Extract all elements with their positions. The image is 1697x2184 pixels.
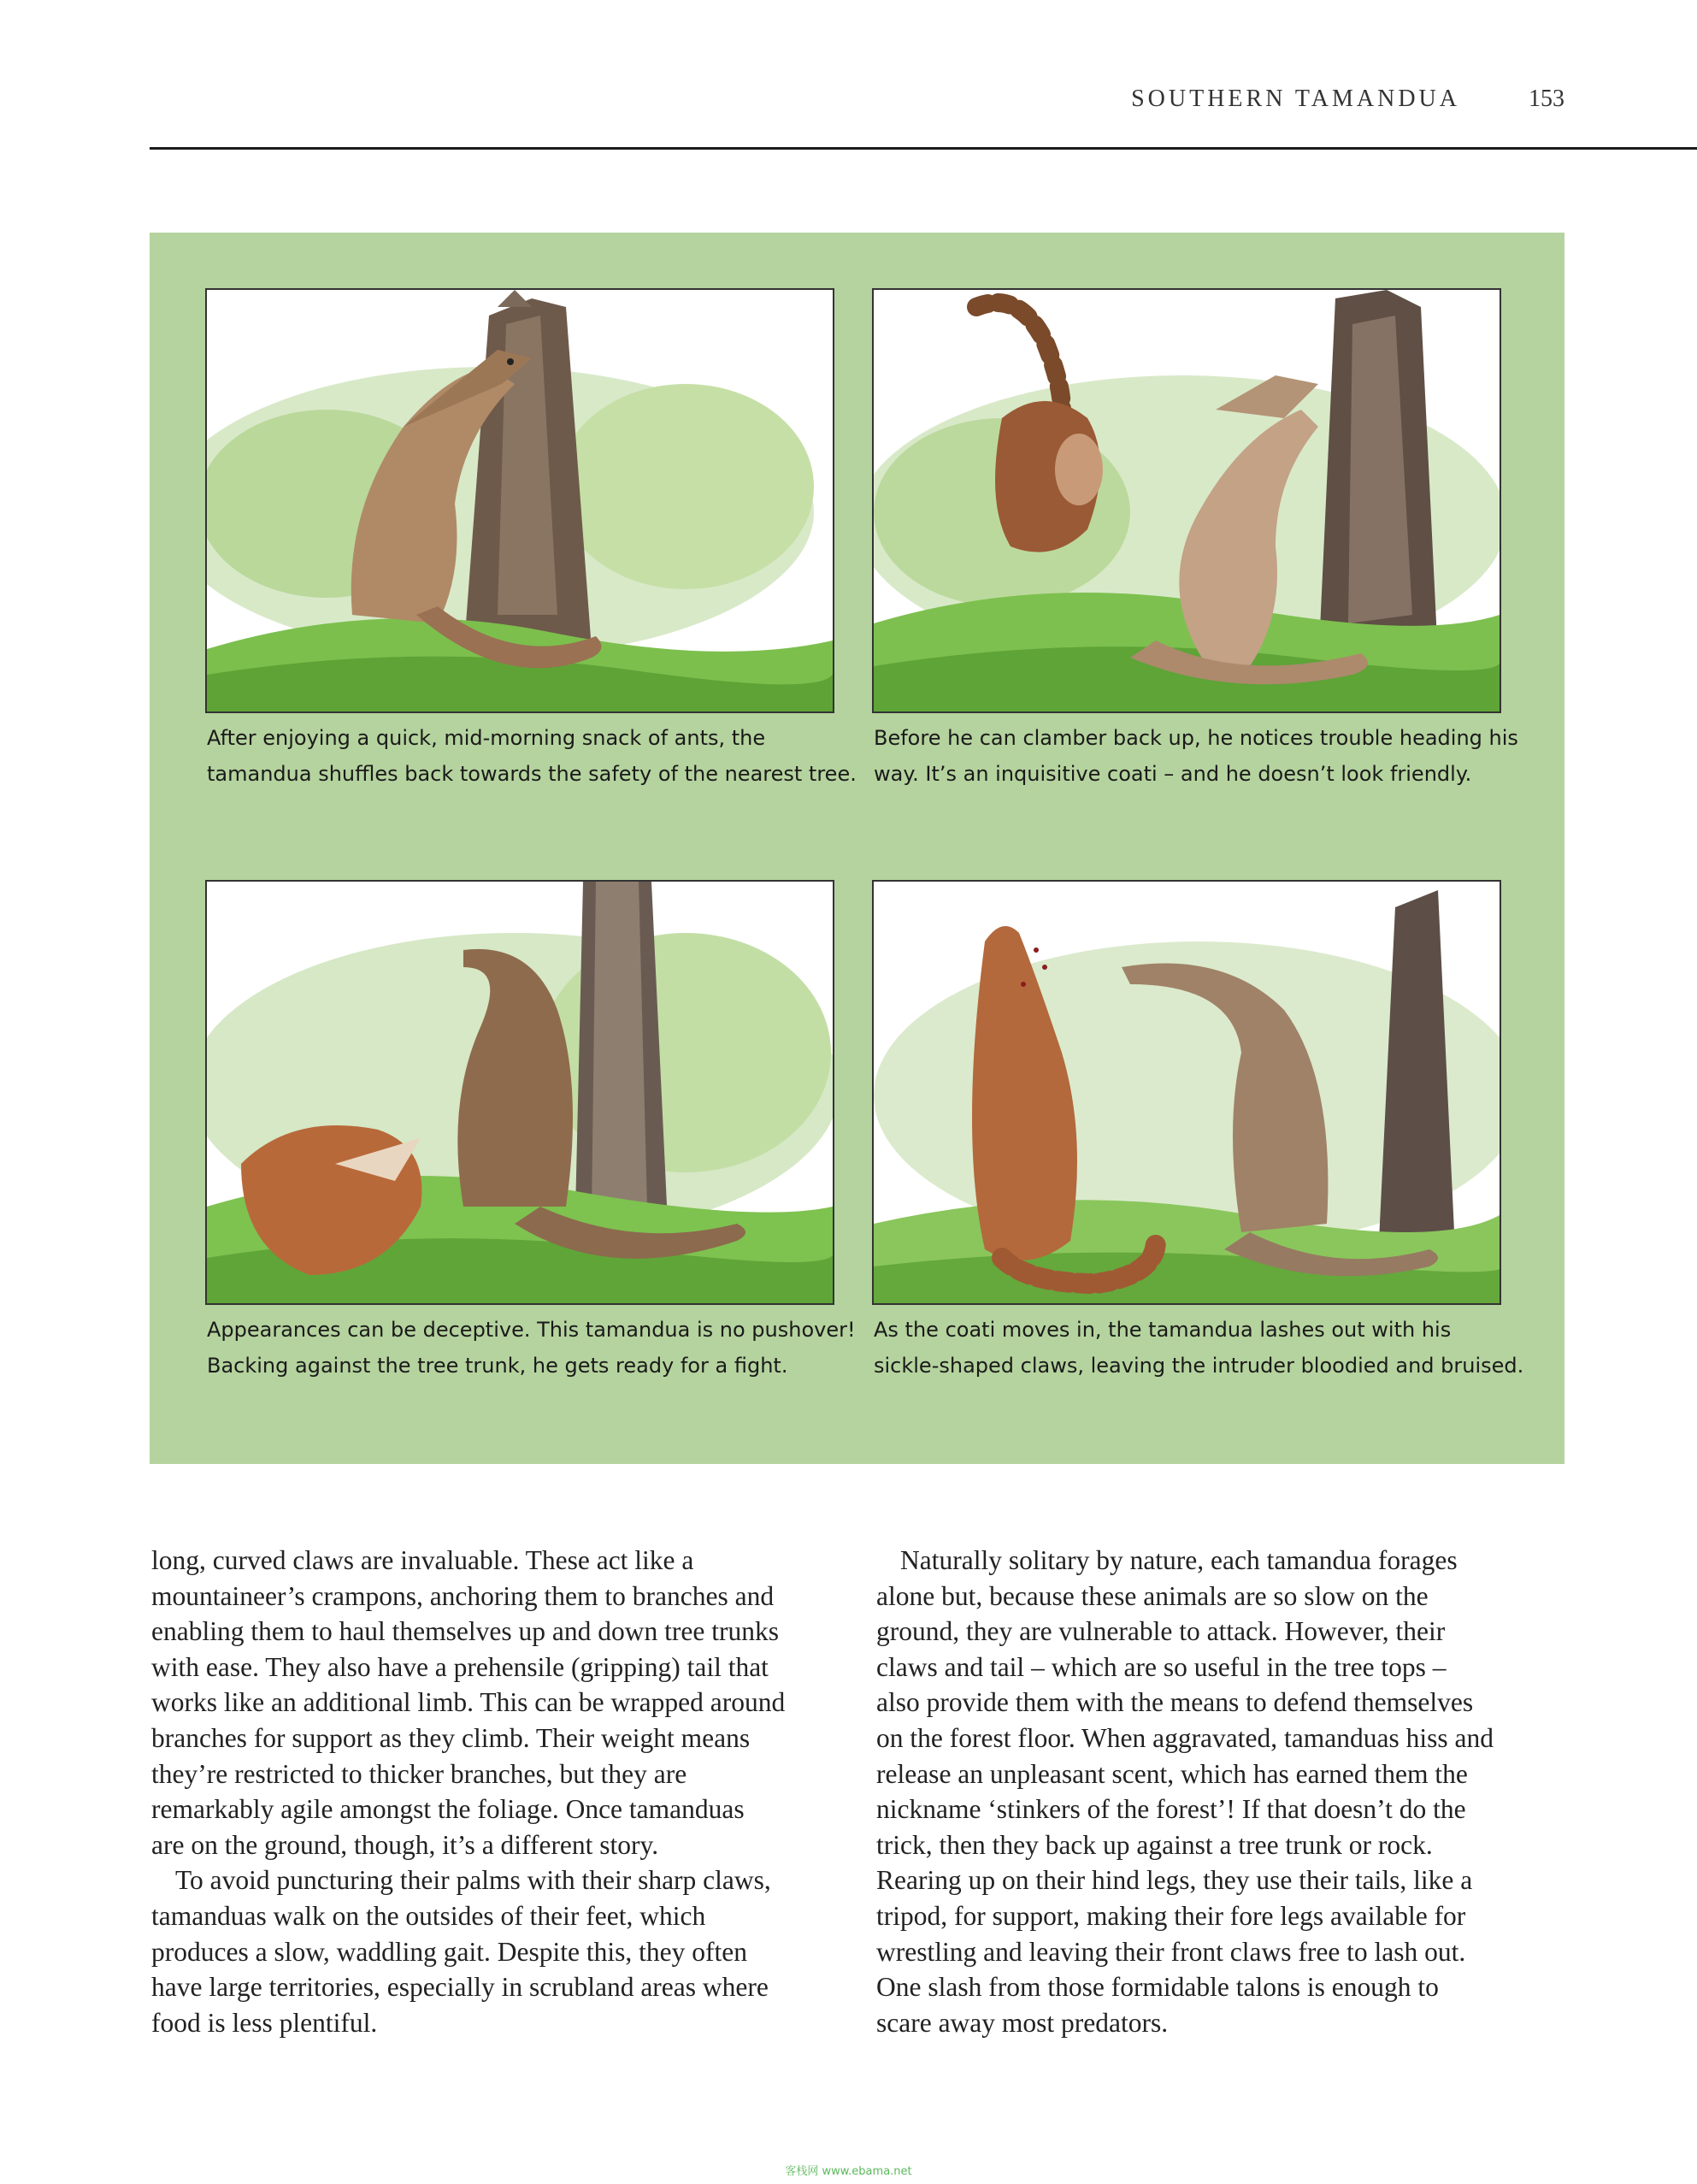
text-line: on the forest floor. When aggravated, tamanduas hiss and xyxy=(876,1722,1494,1753)
text-line: also provide them with the means to defend themselves xyxy=(876,1687,1474,1718)
illustration-image xyxy=(207,882,833,1303)
body-column-left xyxy=(151,1543,844,2040)
text-line: mountaineer’s crampons, anchoring them to branches and xyxy=(151,1580,775,1611)
illustration-image xyxy=(874,882,1500,1303)
text-line: remarkably agile amongst the foliage. Once tamanduas xyxy=(151,1794,745,1825)
text-line: have large territories, especially in scrubland areas where xyxy=(151,1972,769,2003)
panel-caption-4 xyxy=(874,1312,1523,1384)
footer-watermark: 客栈网 www.ebama.net xyxy=(785,2165,912,2178)
text-line: produces a slow, waddling gait. Despite this, they often xyxy=(151,1936,747,1967)
text-line: Naturally solitary by nature, each tamandua forages xyxy=(900,1545,1458,1575)
chapter-title: SOUTHERN TAMANDUA xyxy=(1131,86,1460,112)
caption-line: Backing against the tree trunk, he gets ready for a fight. xyxy=(207,1354,788,1378)
illustration-tamandua-lashes-out xyxy=(872,880,1501,1305)
running-head xyxy=(1026,86,1564,113)
text-line: ground, they are vulnerable to attack. However, their xyxy=(876,1616,1446,1647)
caption-line: tamandua shuffles back towards the safety of the nearest tree. xyxy=(207,762,857,786)
text-line: Rearing up on their hind legs, they use their tails, like a xyxy=(876,1865,1473,1896)
panel-caption-2 xyxy=(874,720,1523,792)
body-column-right xyxy=(876,1543,1569,2040)
text-line: long, curved claws are invaluable. These act like a xyxy=(151,1545,694,1575)
caption-line: After enjoying a quick, mid-morning snack of ants, the xyxy=(207,726,766,750)
text-line: alone but, because these animals are so slow on the xyxy=(876,1580,1429,1611)
text-line: One slash from those formidable talons is enough to xyxy=(876,1972,1439,2003)
caption-line: As the coati moves in, the tamandua lashes out with his xyxy=(874,1318,1452,1342)
text-line: they’re restricted to thicker branches, but they are xyxy=(151,1758,687,1789)
caption-line: Appearances can be deceptive. This tamandua is no pushover! xyxy=(207,1318,856,1342)
caption-line: sickle-shaped claws, leaving the intruder bloodied and bruised. xyxy=(874,1354,1524,1378)
text-line: trick, then they back up against a tree trunk or rock. xyxy=(876,1829,1433,1860)
page-number: 153 xyxy=(1529,86,1564,112)
text-line: enabling them to haul themselves up and down tree trunks xyxy=(151,1616,779,1647)
text-line: branches for support as they climb. Their weight means xyxy=(151,1722,751,1753)
caption-line: Before he can clamber back up, he notices trouble heading his xyxy=(874,726,1518,750)
text-line: claws and tail – which are so useful in the tree tops – xyxy=(876,1651,1447,1682)
text-line: nickname ‘stinkers of the forest’! If that doesn’t do the xyxy=(876,1794,1466,1825)
panel-caption-1 xyxy=(207,720,857,792)
header-rule xyxy=(150,147,1697,150)
text-line: are on the ground, though, it’s a different story. xyxy=(151,1829,659,1860)
text-line: scare away most predators. xyxy=(876,2007,1169,2038)
illustration-image xyxy=(207,290,833,711)
illustration-coati-approaches xyxy=(872,288,1501,713)
illustration-image xyxy=(874,290,1500,711)
caption-line: way. It’s an inquisitive coati – and he doesn’t look friendly. xyxy=(874,762,1472,786)
text-line: with ease. They also have a prehensile (gripping) tail that xyxy=(151,1651,769,1682)
text-line: works like an additional limb. This can be wrapped around xyxy=(151,1687,786,1718)
panel-caption-3 xyxy=(207,1312,857,1384)
text-line: tamanduas walk on the outsides of their feet, which xyxy=(151,1900,706,1931)
illustration-panel xyxy=(150,233,1564,1464)
text-line: food is less plentiful. xyxy=(151,2007,378,2038)
text-line: tripod, for support, making their fore legs available for xyxy=(876,1900,1466,1931)
illustration-tamandua-at-tree xyxy=(205,288,834,713)
text-line: wrestling and leaving their front claws free to lash out. xyxy=(876,1936,1466,1967)
illustration-tamandua-rears-up xyxy=(205,880,834,1305)
text-line: release an unpleasant scent, which has earned them the xyxy=(876,1758,1468,1789)
text-line: To avoid puncturing their palms with their sharp claws, xyxy=(175,1865,771,1896)
